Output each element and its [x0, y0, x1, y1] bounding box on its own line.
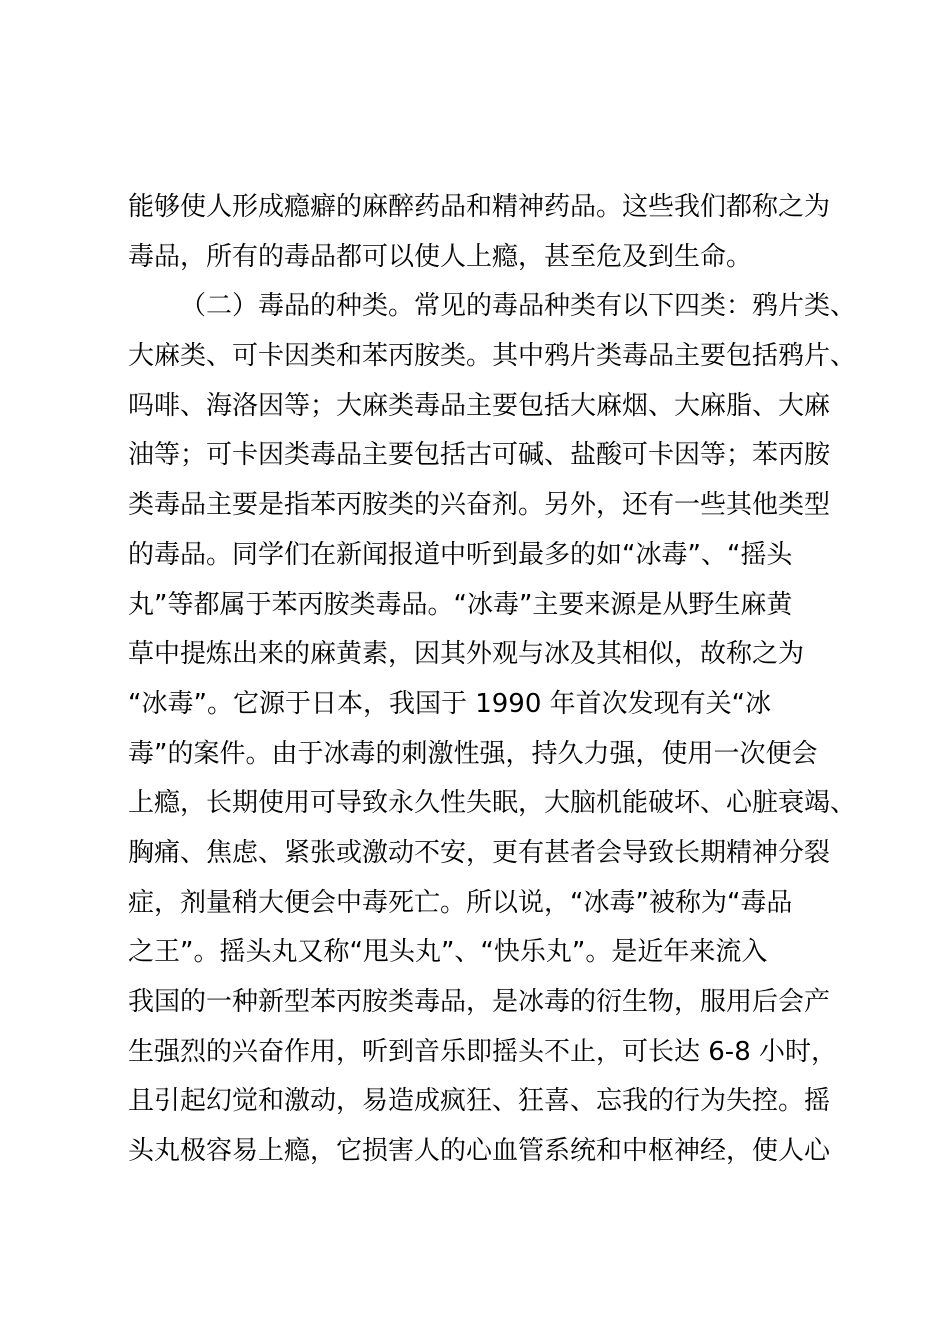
- text-line: 毒”的案件。由于冰毒的刺激性强，持久力强，使用一次便会: [128, 738, 818, 769]
- text-line: 胸痛、焦虑、紧张或激动不安，更有甚者会导致长期精神分裂: [128, 837, 831, 868]
- text-line: 且引起幻觉和激动，易造成疯狂、狂喜、忘我的行为失控。摇: [128, 1086, 831, 1117]
- text-line: 类毒品主要是指苯丙胺类的兴奋剂。另外，还有一些其他类型: [128, 490, 831, 521]
- text-line: 大麻类、可卡因类和苯丙胺类。其中鸦片类毒品主要包括鸦片、: [128, 341, 857, 372]
- text-line: 吗啡、海洛因等；大麻类毒品主要包括大麻烟、大麻脂、大麻: [128, 390, 831, 421]
- text-line: 毒品，所有的毒品都可以使人上瘾，甚至危及到生命。: [128, 241, 753, 272]
- text-line: 我国的一种新型苯丙胺类毒品，是冰毒的衍生物，服用后会产: [128, 987, 831, 1017]
- text-line: 头丸极容易上瘾，它损害人的心血管系统和中枢神经，使人心: [128, 1136, 831, 1167]
- text-line: 丸”等都属于苯丙胺类毒品。“冰毒”主要来源是从野生麻黄: [128, 589, 793, 620]
- body-text: [128, 183, 857, 1177]
- text-line: 生强烈的兴奋作用，听到音乐即摇头不止，可长达 6-8 小时，: [128, 1036, 837, 1067]
- text-line: 上瘾，长期使用可导致永久性失眠，大脑机能破坏、心脏衰竭、: [128, 788, 857, 819]
- text-line: “冰毒”。它源于日本，我国于 1990 年首次发现有关“冰: [128, 688, 772, 719]
- text-line: 症，剂量稍大便会中毒死亡。所以说，“冰毒”被称为“毒品: [128, 887, 793, 918]
- text-line: 能够使人形成瘾癖的麻醉药品和精神药品。这些我们都称之为: [128, 192, 831, 222]
- text-line: 之王”。摇头丸又称“甩头丸”、“快乐丸”。是近年来流入: [128, 937, 768, 968]
- text-line: 草中提炼出来的麻黄素，因其外观与冰及其相似，故称之为: [128, 639, 805, 670]
- text-line: 油等；可卡因类毒品主要包括古可碱、盐酸可卡因等；苯丙胺: [128, 440, 831, 471]
- text-line: 的毒品。同学们在新闻报道中听到最多的如“冰毒”、“摇头: [128, 539, 793, 570]
- section-heading-line: （二）毒品的种类。常见的毒品种类有以下四类：鸦片类、: [180, 291, 857, 322]
